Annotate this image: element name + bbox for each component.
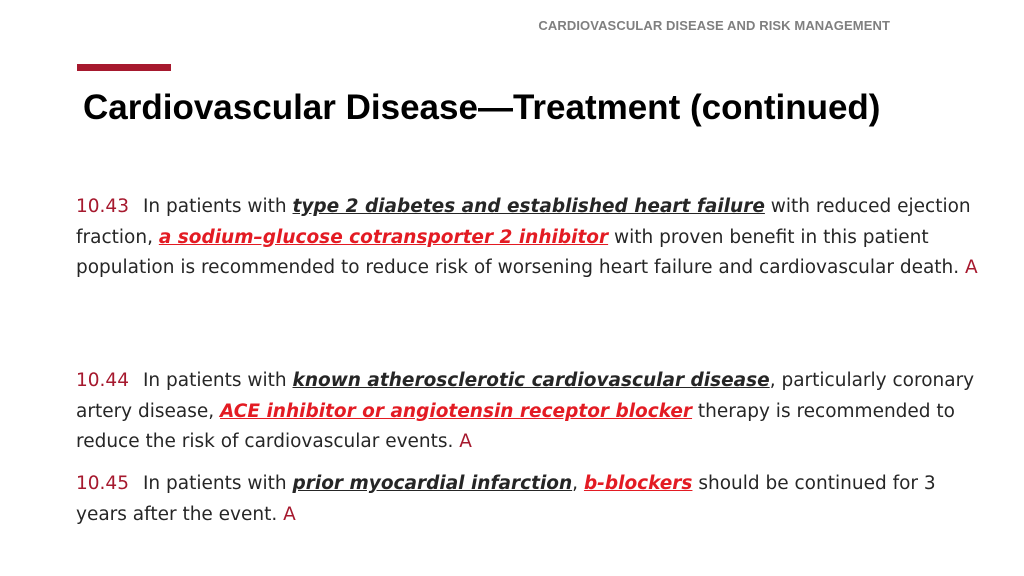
recommendation-highlight-therapy: a sodium–glucose cotransporter 2 inhibitor (158, 226, 609, 248)
recommendation-highlight-condition: prior myocardial infarction (292, 473, 573, 494)
recommendation-10-43 (76, 192, 981, 284)
evidence-grade: A (965, 257, 978, 278)
recommendation-text: should be continued for 3 years after the event. (76, 473, 936, 525)
recommendation-highlight-therapy: ACE inhibitor or angiotensin receptor blocker (220, 400, 693, 422)
title-accent-bar (77, 64, 171, 71)
recommendation-text: with proven benefit in this patient population is recommended to reduce risk of worsening heart failure and cardiovascular death. (76, 226, 960, 278)
section-header: CARDIOVASCULAR DISEASE AND RISK MANAGEMENT (538, 18, 890, 33)
recommendation-text: therapy is recommended to reduce the risk of cardiovascular events. (76, 400, 956, 452)
recommendation-10-45 (76, 469, 981, 530)
recommendation-text: In patients with (142, 370, 293, 391)
recommendation-text: , particularly coronary artery disease, (76, 370, 975, 422)
recommendation-number: 10.44 (76, 370, 129, 391)
recommendation-text: with reduced ejection fraction, (76, 196, 971, 248)
recommendation-text: In patients with (142, 473, 293, 494)
evidence-grade: A (459, 431, 472, 452)
recommendation-text: In patients with (142, 196, 293, 217)
recommendation-highlight-therapy: b-blockers (583, 473, 693, 494)
recommendation-highlight-condition: type 2 diabetes and established heart failure (292, 196, 765, 217)
recommendation-10-44 (76, 366, 981, 458)
recommendation-number: 10.45 (76, 473, 129, 494)
recommendation-number: 10.43 (76, 196, 129, 217)
recommendation-highlight-condition: known atherosclerotic cardiovascular disease (292, 370, 770, 391)
slide-title: Cardiovascular Disease—Treatment (continued) (83, 88, 881, 127)
recommendation-text: , (572, 473, 584, 494)
evidence-grade: A (283, 503, 296, 525)
